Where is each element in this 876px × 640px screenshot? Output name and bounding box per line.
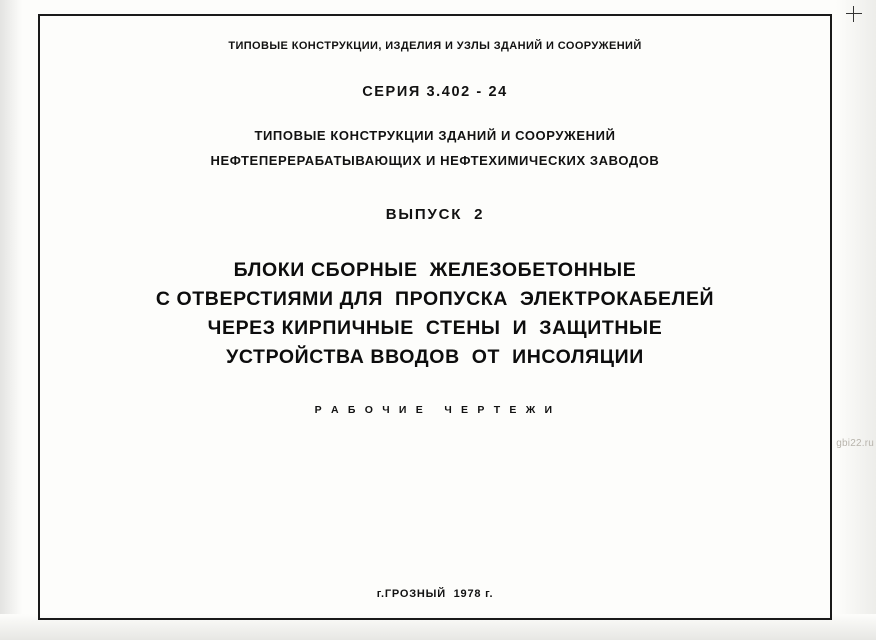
page-title-line-1: БЛОКИ СБОРНЫЕ ЖЕЛЕЗОБЕТОННЫЕ	[233, 259, 637, 281]
page-title-line-2: С ОТВЕРСТИЯМИ ДЛЯ ПРОПУСКА ЭЛЕКТРОКАБЕЛЕЙ	[155, 288, 715, 310]
subtitle-line-1: ТИПОВЫЕ КОНСТРУКЦИИ ЗДАНИЙ И СООРУЖЕНИЙ	[254, 128, 616, 143]
drawing-frame	[38, 14, 832, 620]
subtitle-line-2: НЕФТЕПЕРЕРАБАТЫВАЮЩИХ И НЕФТЕХИМИЧЕСКИХ ЗАВОДОВ	[210, 153, 660, 168]
page-title-line-4: УСТРОЙСТВА ВВОДОВ ОТ ИНСОЛЯЦИИ	[226, 346, 644, 368]
working-drawings-label: Р А Б О Ч И Е Ч Е Р Т Е Ж И	[314, 404, 556, 416]
page-title-line-3: ЧЕРЕЗ КИРПИЧНЫЕ СТЕНЫ И ЗАЩИТНЫЕ	[207, 317, 663, 339]
scan-edge-right	[836, 0, 876, 640]
city-and-year: г.ГРОЗНЫЙ 1978 г.	[376, 588, 494, 600]
page-title	[40, 256, 830, 372]
issue-number: ВЫПУСК 2	[385, 206, 485, 223]
watermark-text: gbi22.ru	[836, 438, 874, 449]
registration-mark-icon	[846, 6, 862, 22]
title-page-content	[40, 16, 830, 618]
document-header-line: ТИПОВЫЕ КОНСТРУКЦИИ, ИЗДЕЛИЯ И УЗЛЫ ЗДАНИЙ И СООРУЖЕНИЙ	[228, 40, 642, 52]
drawing-frame-inner	[40, 16, 830, 618]
series-number: СЕРИЯ 3.402 - 24	[362, 84, 508, 100]
scan-edge-left	[0, 0, 22, 640]
